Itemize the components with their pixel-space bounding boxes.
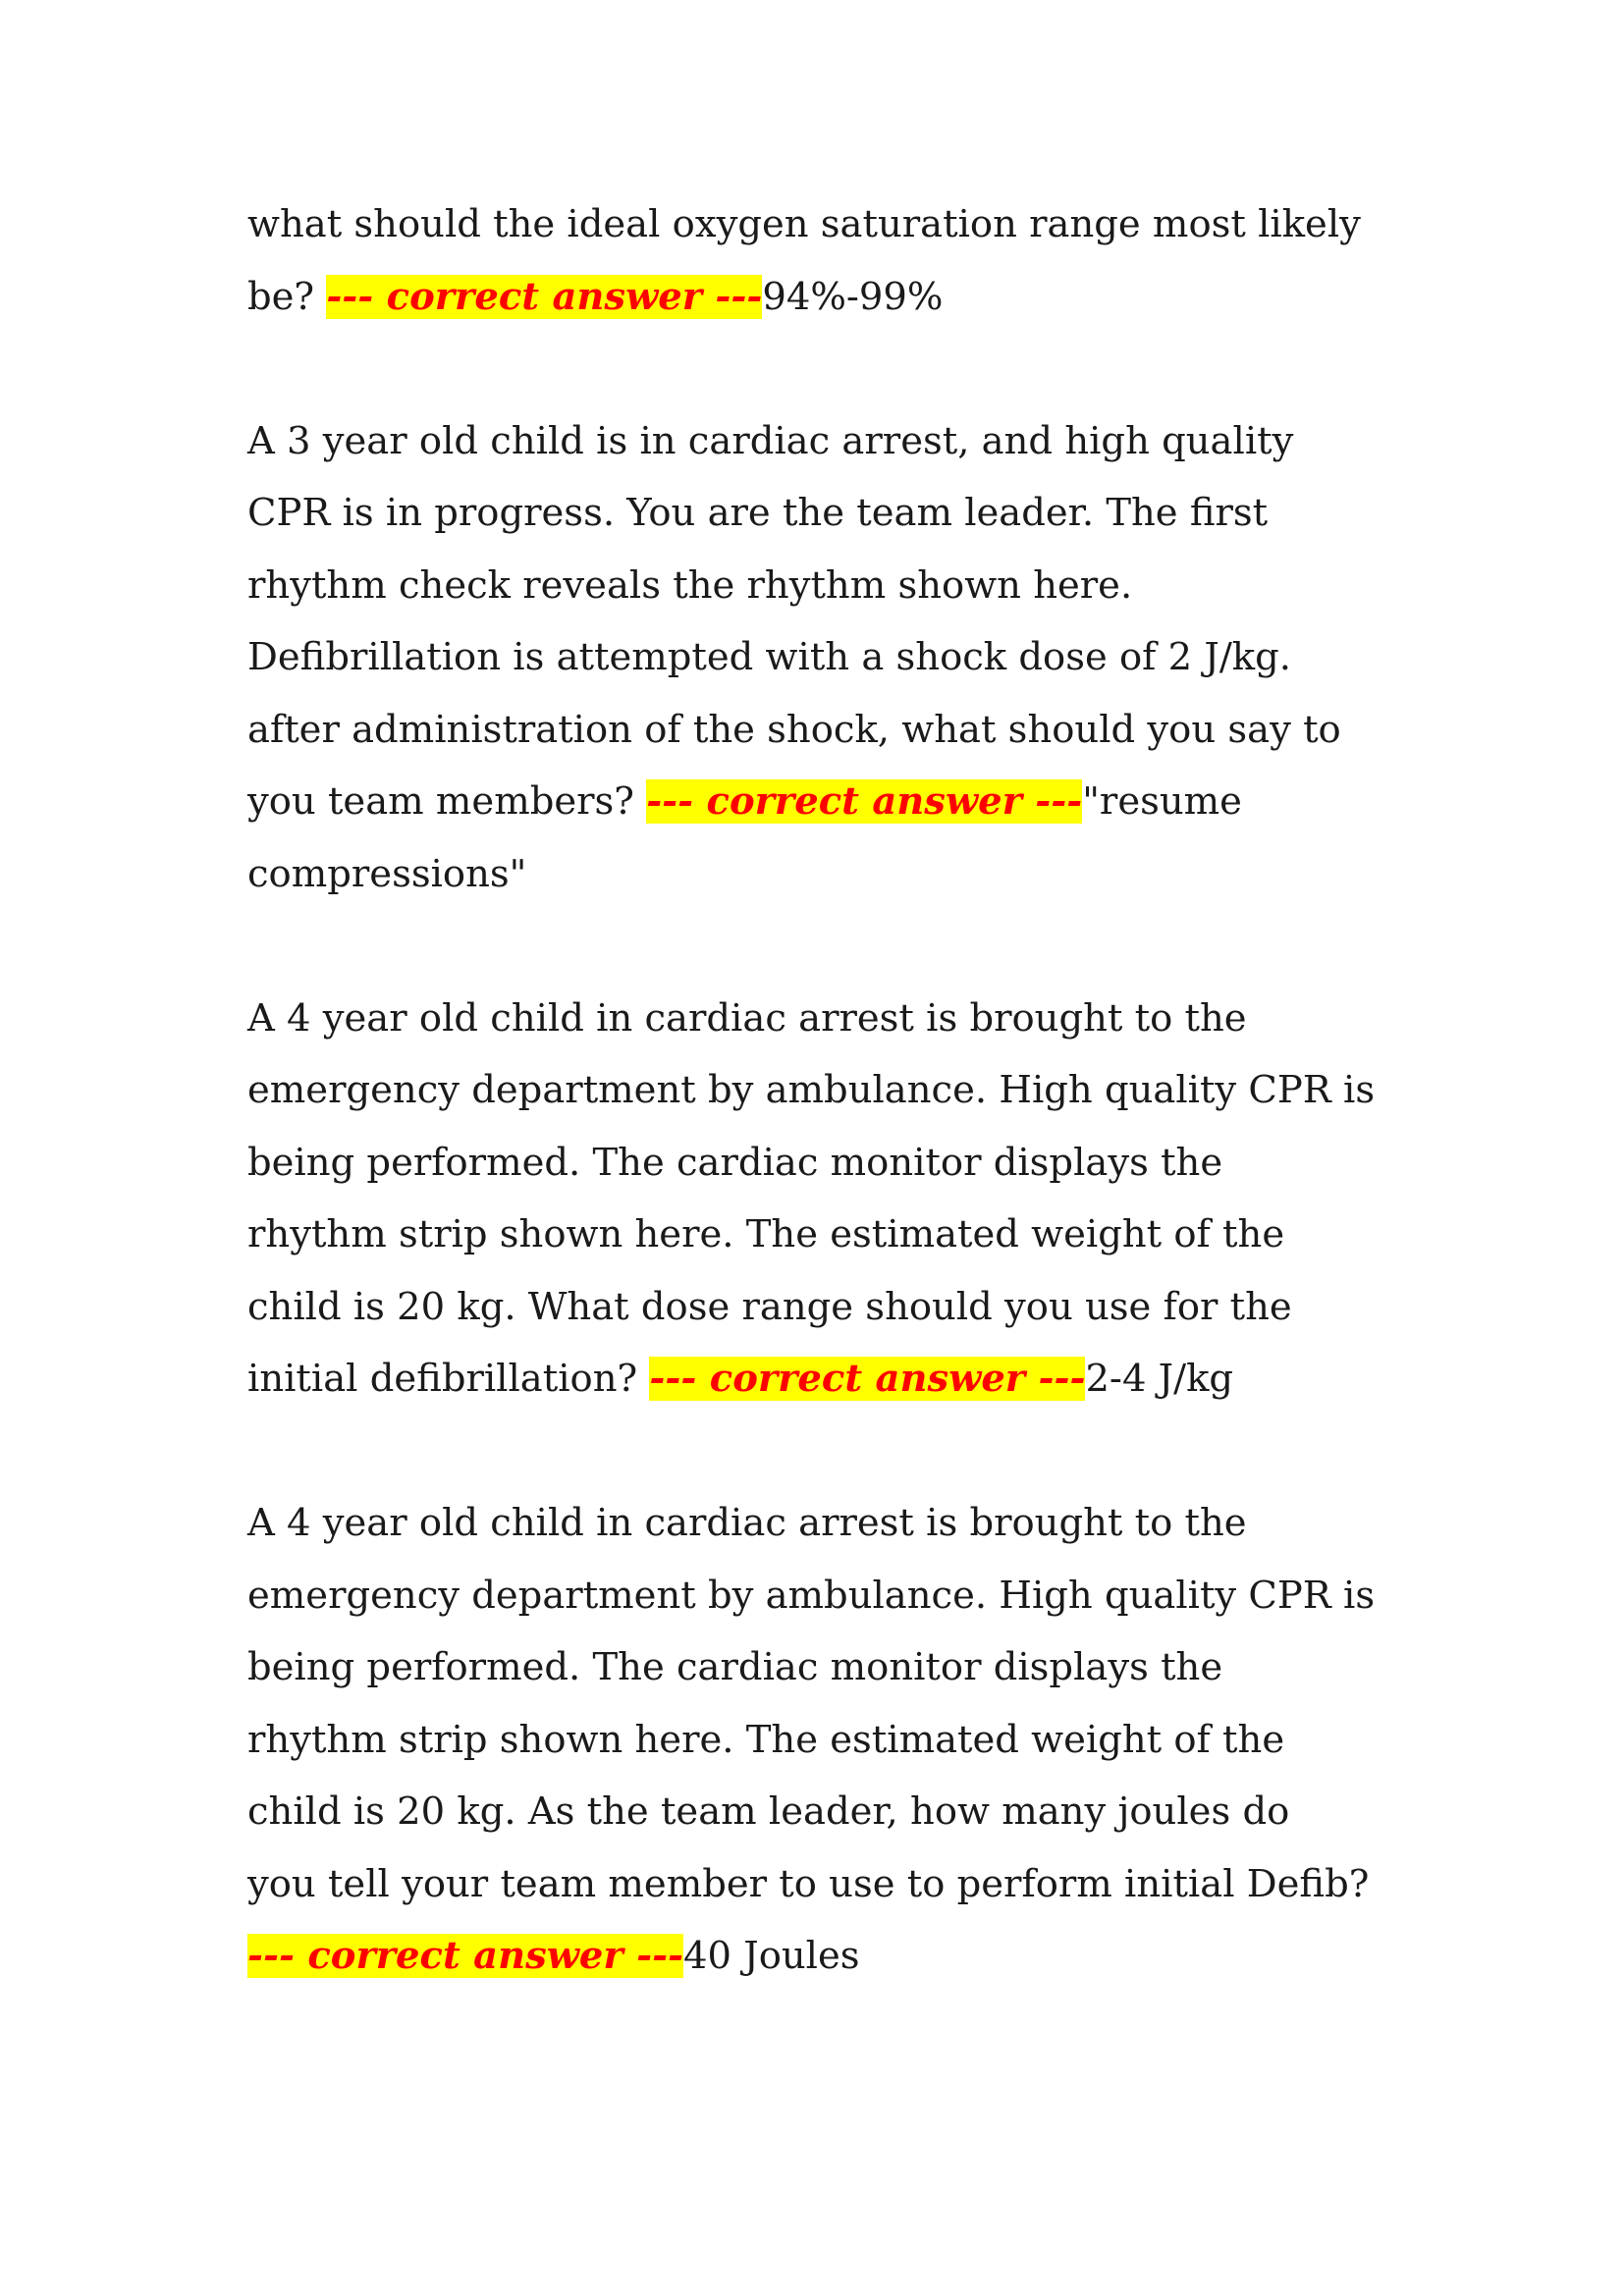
answer-text: 2-4 J/kg [1085, 1357, 1234, 1401]
answer-continuation-line: compressions" [247, 851, 527, 896]
question-line: rhythm strip shown here. The estimated weight of the [247, 1212, 1285, 1256]
question-line: A 4 year old child in cardiac arrest is brought to the [247, 995, 1247, 1041]
question-text: be? [247, 274, 327, 319]
question-text: you team members? [247, 779, 647, 824]
correct-answer-marker: --- correct answer --- [247, 1934, 684, 1978]
qa-block-oxygen-saturation [247, 188, 1426, 333]
question-line: being performed. The cardiac monitor displays the [247, 1645, 1223, 1689]
question-answer-line [247, 261, 1426, 334]
question-line: after administration of the shock, what should you say to [247, 707, 1341, 752]
answer-text: 40 Joules [683, 1934, 860, 1978]
question-line: Defibrillation is attempted with a shock dose of 2 J/kg. [247, 635, 1291, 679]
question-line: A 4 year old child in cardiac arrest is brought to the [247, 1501, 1247, 1545]
question-text: initial defibrillation? [247, 1357, 650, 1401]
question-line: child is 20 kg. As the team leader, how many joules do [247, 1789, 1290, 1834]
question-answer-line [247, 1920, 1426, 1993]
question-line: what should the ideal oxygen saturation range most likely [247, 202, 1361, 246]
qa-block-resume-compressions [247, 405, 1426, 911]
correct-answer-marker: --- correct answer --- [646, 779, 1083, 824]
qa-block-joules [247, 1487, 1426, 1993]
question-line: rhythm check reveals the rhythm shown here. [247, 562, 1133, 608]
answer-text: "resume [1082, 779, 1242, 824]
document-body [247, 188, 1426, 2064]
correct-answer-marker: --- correct answer --- [649, 1357, 1086, 1401]
question-line: emergency department by ambulance. High quality CPR is [247, 1068, 1376, 1112]
question-answer-line [247, 1343, 1426, 1415]
correct-answer-marker: --- correct answer --- [326, 274, 763, 319]
qa-block-dose-range [247, 983, 1426, 1415]
question-answer-line [247, 766, 1426, 838]
question-line: being performed. The cardiac monitor displays the [247, 1140, 1223, 1185]
question-line: A 3 year old child is in cardiac arrest, and high quality [247, 418, 1294, 463]
question-line: CPR is in progress. You are the team leader. The first [247, 491, 1269, 535]
question-line: child is 20 kg. What dose range should you use for the [247, 1284, 1292, 1329]
question-line: emergency department by ambulance. High quality CPR is [247, 1573, 1376, 1618]
question-line: you tell your team member to use to perform initial Defib? [247, 1861, 1370, 1906]
question-line: rhythm strip shown here. The estimated weight of the [247, 1717, 1285, 1762]
answer-text: 94%-99% [762, 274, 944, 319]
